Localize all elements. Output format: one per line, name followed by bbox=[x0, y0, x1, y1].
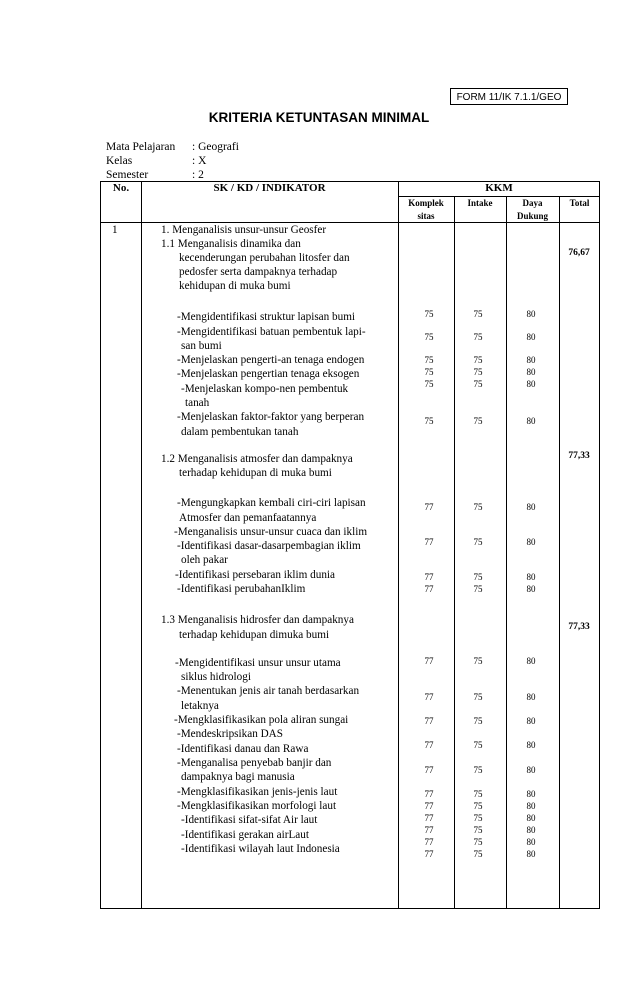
indicator-text: san bumi bbox=[181, 340, 222, 352]
kompleksitas-value: 75 bbox=[424, 416, 434, 426]
intake-value: 75 bbox=[473, 537, 483, 547]
form-code-box: FORM 11/IK 7.1.1/GEO bbox=[450, 88, 568, 105]
indicator-text: -Menjelaskan pengertian tenaga eksogen bbox=[177, 368, 360, 380]
kd-total: 77,33 bbox=[568, 622, 590, 632]
col-divider bbox=[506, 196, 507, 908]
daya-dukung-value: 80 bbox=[526, 789, 536, 799]
kompleksitas-value: 75 bbox=[424, 309, 434, 319]
daya-dukung-value: 80 bbox=[526, 572, 536, 582]
kompleksitas-value: 77 bbox=[424, 692, 434, 702]
indicator-text: -Mengklasifikasikan pola aliran sungai bbox=[174, 714, 349, 726]
col-divider bbox=[454, 196, 455, 908]
meta-value: : 2 bbox=[192, 169, 204, 181]
indicator-text: -Identifikasi sifat-sifat Air laut bbox=[181, 814, 318, 826]
daya-dukung-value: 80 bbox=[526, 765, 536, 775]
kd-title: terhadap kehidupan di muka bumi bbox=[179, 467, 332, 479]
meta-semester bbox=[106, 169, 204, 181]
kd-title: 1.3 Menganalisis hidrosfer dan dampaknya bbox=[161, 614, 354, 626]
intake-value: 75 bbox=[473, 716, 483, 726]
indicator-text: -Menganalisa penyebab banjir dan bbox=[177, 757, 332, 769]
intake-value: 75 bbox=[473, 813, 483, 823]
indicator-text: -Mengungkapkan kembali ciri-ciri lapisan bbox=[177, 497, 366, 509]
kd-title: pedosfer serta dampaknya terhadap bbox=[179, 266, 338, 278]
indicator-text: -Menentukan jenis air tanah berdasarkan bbox=[177, 685, 360, 697]
daya-dukung-value: 80 bbox=[526, 379, 536, 389]
intake-value: 75 bbox=[473, 825, 483, 835]
indicator-text: -Identifikasi danau dan Rawa bbox=[177, 743, 309, 755]
daya-dukung-value: 80 bbox=[526, 801, 536, 811]
indicator-text: tanah bbox=[185, 397, 210, 409]
indicator-text: -Mengklasifikasikan morfologi laut bbox=[177, 800, 337, 812]
intake-value: 75 bbox=[473, 416, 483, 426]
intake-value: 75 bbox=[473, 692, 483, 702]
daya-dukung-value: 80 bbox=[526, 309, 536, 319]
indicator-text: dalam pembentukan tanah bbox=[181, 426, 299, 438]
meta-label: Kelas bbox=[106, 155, 133, 167]
intake-value: 75 bbox=[473, 584, 483, 594]
kd-title: kecenderungan perubahan litosfer dan bbox=[179, 252, 350, 264]
kompleksitas-value: 75 bbox=[424, 367, 434, 377]
kompleksitas-value: 75 bbox=[424, 379, 434, 389]
indicator-text: -Menjelaskan pengerti-an tenaga endogen bbox=[177, 354, 365, 366]
indicator-text: -Mengidentifikasi batuan pembentuk lapi- bbox=[177, 326, 366, 338]
indicator-text: -Mengidentifikasi unsur unsur utama bbox=[175, 657, 341, 669]
header-kompleksitas bbox=[398, 197, 454, 223]
intake-value: 75 bbox=[473, 309, 483, 319]
intake-value: 75 bbox=[473, 801, 483, 811]
col-divider bbox=[398, 182, 399, 908]
intake-value: 75 bbox=[473, 379, 483, 389]
col-divider bbox=[559, 196, 560, 908]
row-number: 1 bbox=[112, 224, 118, 236]
daya-dukung-value: 80 bbox=[526, 849, 536, 859]
kd-total: 76,67 bbox=[568, 248, 590, 258]
header-kompleksitas-line1: Komplek bbox=[408, 198, 444, 208]
header-intake: Intake bbox=[467, 198, 493, 208]
intake-value: 75 bbox=[473, 572, 483, 582]
meta-label: Semester bbox=[106, 169, 149, 181]
kompleksitas-value: 77 bbox=[424, 801, 434, 811]
header-sk-kd-indikator: SK / KD / INDIKATOR bbox=[213, 182, 326, 194]
daya-dukung-value: 80 bbox=[526, 367, 536, 377]
kompleksitas-value: 75 bbox=[424, 332, 434, 342]
header-no: No. bbox=[112, 182, 130, 194]
indicator-text: -Identifikasi persebaran iklim dunia bbox=[175, 569, 335, 581]
kompleksitas-value: 75 bbox=[424, 355, 434, 365]
intake-value: 75 bbox=[473, 740, 483, 750]
indicator-text: dampaknya bagi manusia bbox=[181, 771, 295, 783]
kompleksitas-value: 77 bbox=[424, 765, 434, 775]
intake-value: 75 bbox=[473, 656, 483, 666]
indicator-text: -Identifikasi gerakan airLaut bbox=[181, 829, 309, 841]
intake-value: 75 bbox=[473, 849, 483, 859]
meta-value: : Geografi bbox=[192, 141, 239, 153]
indicator-text: -Mendeskripsikan DAS bbox=[177, 728, 283, 740]
kd-title: 1.1 Menganalisis dinamika dan bbox=[161, 238, 301, 250]
indicator-text: oleh pakar bbox=[181, 554, 228, 566]
daya-dukung-value: 80 bbox=[526, 656, 536, 666]
intake-value: 75 bbox=[473, 789, 483, 799]
indicator-text: -Identifikasi wilayah laut Indonesia bbox=[181, 843, 340, 855]
indicator-text: -Menjelaskan kompo-nen pembentuk bbox=[181, 383, 349, 395]
header-daya-line1: Daya bbox=[522, 198, 543, 208]
indicator-text: -Menjelaskan faktor-faktor yang berperan bbox=[177, 411, 365, 423]
kompleksitas-value: 77 bbox=[424, 537, 434, 547]
intake-value: 75 bbox=[473, 355, 483, 365]
daya-dukung-value: 80 bbox=[526, 716, 536, 726]
intake-value: 75 bbox=[473, 837, 483, 847]
indicator-text: -Mengklasifikasikan jenis-jenis laut bbox=[177, 786, 338, 798]
header-kompleksitas-line2: sitas bbox=[417, 211, 435, 221]
daya-dukung-value: 80 bbox=[526, 537, 536, 547]
kompleksitas-value: 77 bbox=[424, 716, 434, 726]
daya-dukung-value: 80 bbox=[526, 837, 536, 847]
indicator-text: Atmosfer dan pemanfaatannya bbox=[179, 512, 317, 524]
kd-title: terhadap kehidupan dimuka bumi bbox=[179, 629, 330, 641]
daya-dukung-value: 80 bbox=[526, 332, 536, 342]
meta-value: : X bbox=[192, 155, 207, 167]
kompleksitas-value: 77 bbox=[424, 502, 434, 512]
indicator-text: siklus hidrologi bbox=[181, 671, 251, 683]
daya-dukung-value: 80 bbox=[526, 584, 536, 594]
meta-mata-pelajaran bbox=[106, 141, 239, 153]
kd-total: 77,33 bbox=[568, 451, 590, 461]
header-kkm: KKM bbox=[485, 182, 513, 194]
meta-kelas bbox=[106, 155, 206, 167]
kompleksitas-value: 77 bbox=[424, 825, 434, 835]
header-daya-line2: Dukung bbox=[516, 211, 549, 221]
indicator-text: -Identifikasi perubahanIklim bbox=[177, 583, 306, 595]
kompleksitas-value: 77 bbox=[424, 849, 434, 859]
daya-dukung-value: 80 bbox=[526, 825, 536, 835]
intake-value: 75 bbox=[473, 332, 483, 342]
kompleksitas-value: 77 bbox=[424, 813, 434, 823]
intake-value: 75 bbox=[473, 367, 483, 377]
daya-dukung-value: 80 bbox=[526, 502, 536, 512]
daya-dukung-value: 80 bbox=[526, 692, 536, 702]
kompleksitas-value: 77 bbox=[424, 740, 434, 750]
col-divider bbox=[141, 182, 142, 908]
header-daya-dukung bbox=[506, 197, 559, 223]
kompleksitas-value: 77 bbox=[424, 789, 434, 799]
page-title: KRITERIA KETUNTASAN MINIMAL bbox=[208, 110, 430, 125]
meta-label: Mata Pelajaran bbox=[106, 141, 176, 153]
kompleksitas-value: 77 bbox=[424, 572, 434, 582]
indicator-text: -Menganalisis unsur-unsur cuaca dan iklim bbox=[174, 526, 368, 538]
daya-dukung-value: 80 bbox=[526, 813, 536, 823]
daya-dukung-value: 80 bbox=[526, 416, 536, 426]
daya-dukung-value: 80 bbox=[526, 355, 536, 365]
indicator-text: -Mengidentifikasi struktur lapisan bumi bbox=[177, 311, 356, 323]
header-total: Total bbox=[569, 198, 590, 208]
sk-title: 1. Menganalisis unsur-unsur Geosfer bbox=[161, 224, 327, 236]
indicator-text: letaknya bbox=[181, 700, 219, 712]
kompleksitas-value: 77 bbox=[424, 584, 434, 594]
kompleksitas-value: 77 bbox=[424, 656, 434, 666]
kd-title: 1.2 Menganalisis atmosfer dan dampaknya bbox=[161, 453, 353, 465]
kompleksitas-value: 77 bbox=[424, 837, 434, 847]
kd-title: kehidupan di muka bumi bbox=[179, 280, 291, 292]
daya-dukung-value: 80 bbox=[526, 740, 536, 750]
indicator-text: -Identifikasi dasar-dasarpembagian iklim bbox=[177, 540, 361, 552]
intake-value: 75 bbox=[473, 502, 483, 512]
intake-value: 75 bbox=[473, 765, 483, 775]
